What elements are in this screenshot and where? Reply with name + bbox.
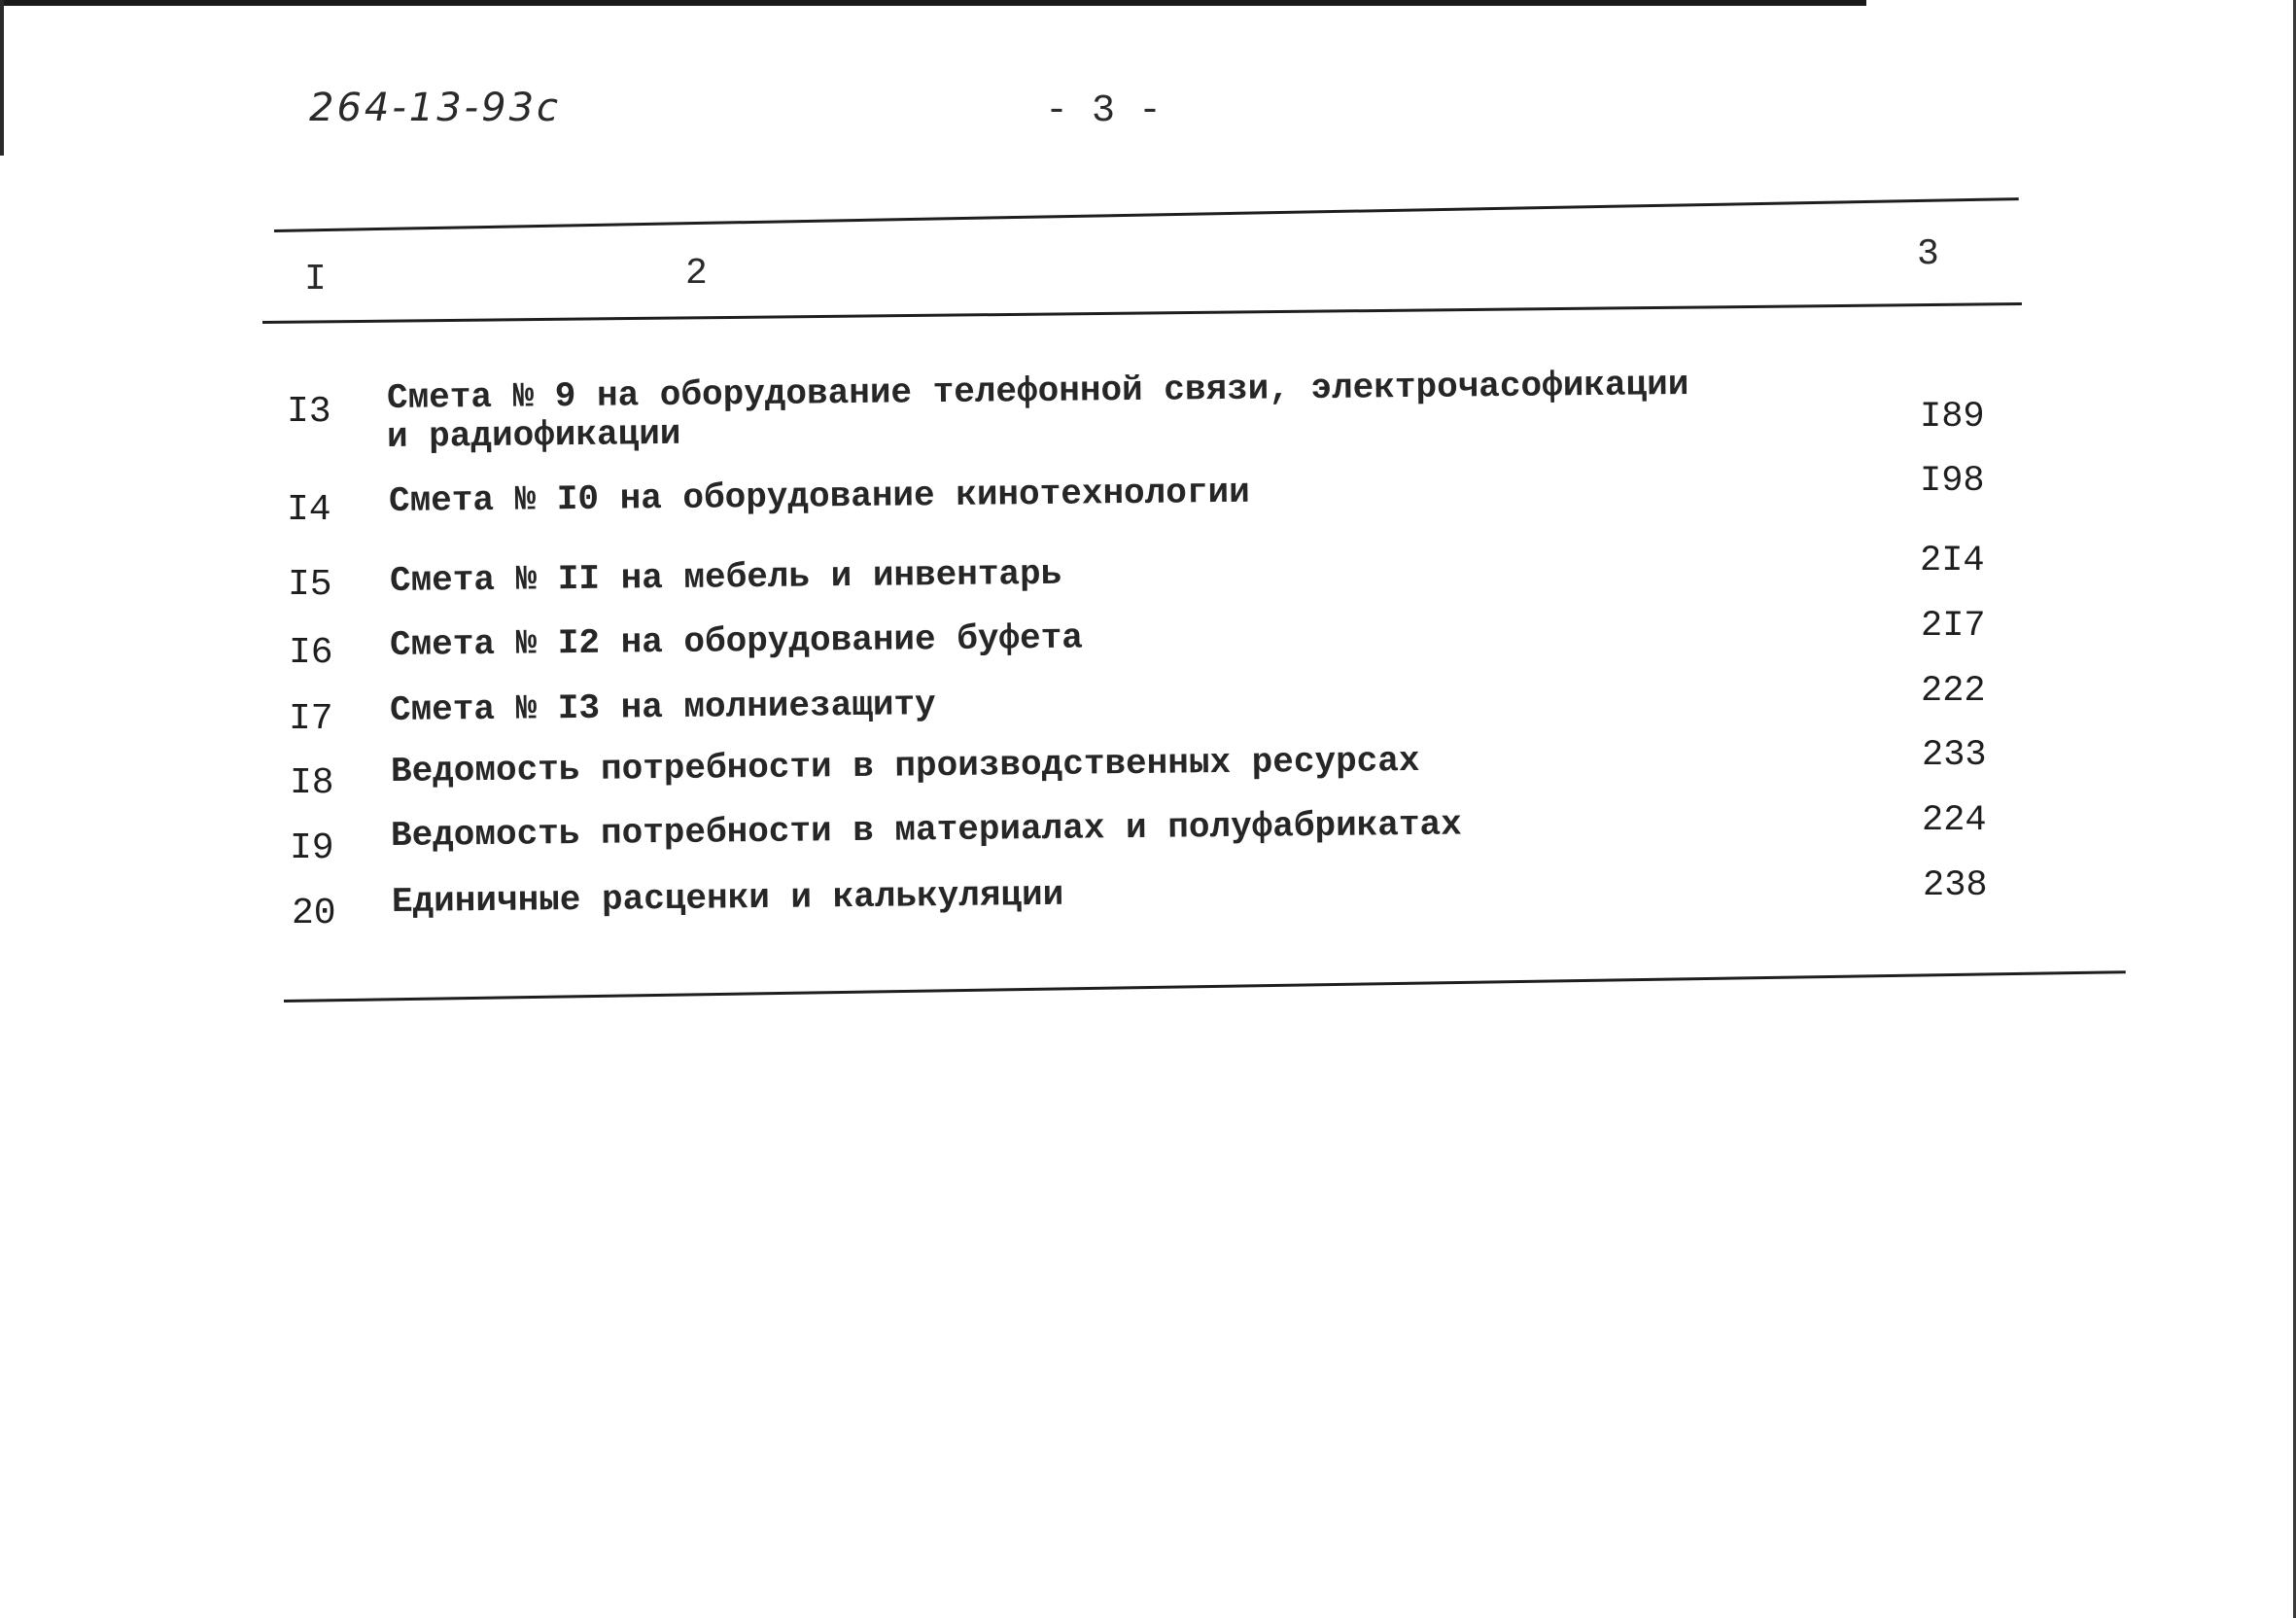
row-description: Смета № I2 на оборудование буфета	[389, 617, 1084, 665]
column-header-1: I	[304, 259, 327, 300]
row-description: Ведомость потребности в производственных ресурсах	[390, 740, 1420, 791]
document-code: 264-13-93с	[309, 86, 562, 130]
column-header-2: 2	[685, 253, 708, 295]
table-top-rule	[274, 197, 2019, 232]
row-page: 2I7	[1921, 606, 1986, 647]
row-description: Смета № I3 на молниезащиту	[389, 685, 936, 730]
row-description: Ведомость потребности в материалах и полуфабрикатах	[390, 804, 1462, 856]
table-bottom-rule	[284, 970, 2126, 1002]
row-number: I3	[287, 391, 331, 433]
row-description: Смета № I0 на оборудование кинотехнологии	[388, 472, 1250, 521]
row-page: 233	[1922, 735, 1987, 776]
row-page: 2I4	[1920, 541, 1985, 581]
row-number: I9	[290, 827, 334, 869]
table-header-rule	[262, 302, 2022, 324]
scan-edge-left	[0, 0, 4, 156]
row-number: I8	[290, 762, 334, 804]
page-number: - 3 -	[1045, 89, 1163, 133]
row-description-continued: и радиофикации	[386, 413, 681, 457]
row-page: 222	[1921, 671, 1986, 712]
row-page: 238	[1923, 865, 1988, 906]
row-number: I6	[289, 632, 333, 674]
row-page: I89	[1920, 397, 1985, 438]
row-number: I5	[288, 564, 332, 606]
row-page: 224	[1922, 800, 1987, 841]
row-description: Смета № II на мебель и инвентарь	[389, 553, 1062, 601]
row-number: 20	[292, 893, 336, 934]
row-page: I98	[1920, 461, 1985, 502]
scan-edge-top	[0, 0, 1866, 6]
row-description: Смета № 9 на оборудование телефонной связи, электрочасофикации	[386, 364, 1689, 418]
column-header-3: 3	[1917, 233, 1939, 275]
row-description: Единичные расценки и калькуляции	[391, 874, 1064, 922]
row-number: I7	[289, 698, 333, 740]
row-number: I4	[287, 489, 331, 531]
